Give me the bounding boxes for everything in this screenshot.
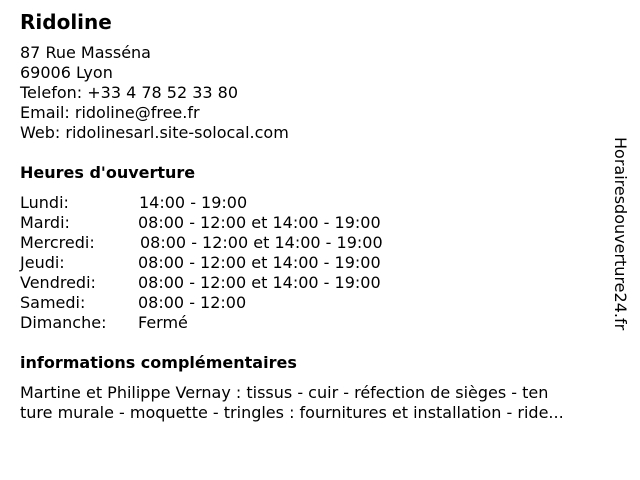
website-address: Web: ridolinesarl.site-solocal.com [20, 123, 289, 142]
opening-hours-table [20, 193, 440, 333]
time-value: 08:00 - 12:00 et 14:00 - 19:00 [138, 273, 381, 292]
description-line: Martine et Philippe Vernay : tissus - cuir - réfection de sièges - ten [20, 383, 549, 402]
description-line: ture murale - moquette - tringles : fournitures et installation - ride... [20, 403, 564, 422]
phone-number: Telefon: +33 4 78 52 33 80 [20, 83, 239, 102]
hours-row-monday [20, 193, 440, 213]
time-value: 08:00 - 12:00 [138, 293, 247, 312]
site-watermark [610, 137, 630, 343]
address-street: 87 Rue Masséna [20, 43, 151, 62]
hours-row-tuesday [20, 213, 440, 233]
opening-hours-heading: Heures d'ouverture [20, 163, 196, 182]
day-label: Samedi: [20, 293, 86, 312]
business-name: Ridoline [20, 10, 112, 34]
address-city: 69006 Lyon [20, 63, 113, 82]
time-value: 08:00 - 12:00 et 14:00 - 19:00 [140, 233, 383, 252]
additional-info-text [20, 383, 620, 423]
day-label: Jeudi: [20, 253, 65, 272]
day-label: Lundi: [20, 193, 69, 212]
watermark-text: Horairesdouverture24.fr [611, 137, 630, 331]
day-label: Vendredi: [20, 273, 96, 292]
hours-row-saturday [20, 293, 440, 313]
time-value: 14:00 - 19:00 [139, 193, 248, 212]
day-label: Dimanche: [20, 313, 107, 332]
time-value: 08:00 - 12:00 et 14:00 - 19:00 [138, 253, 381, 272]
email-address: Email: ridoline@free.fr [20, 103, 200, 122]
time-value: Fermé [138, 313, 188, 332]
contact-block [20, 43, 289, 143]
hours-row-friday [20, 273, 440, 293]
hours-row-sunday [20, 313, 440, 333]
additional-info-heading: informations complémentaires [20, 353, 297, 372]
time-value: 08:00 - 12:00 et 14:00 - 19:00 [138, 213, 381, 232]
day-label: Mercredi: [20, 233, 95, 252]
day-label: Mardi: [20, 213, 70, 232]
hours-row-thursday [20, 253, 440, 273]
hours-row-wednesday [20, 233, 440, 253]
